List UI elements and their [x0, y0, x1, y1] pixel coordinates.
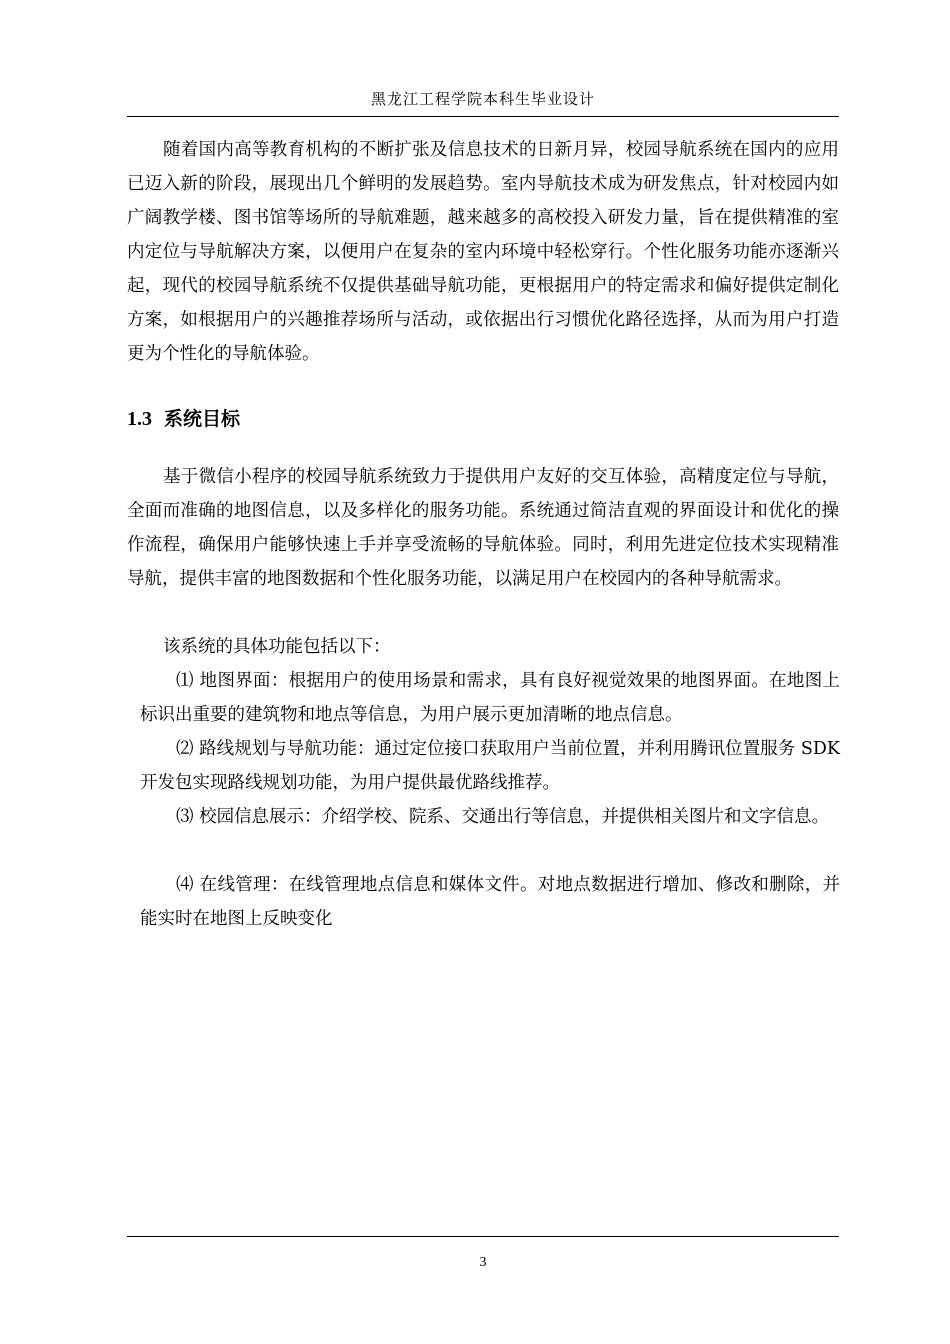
feature-item-map-interface: ⑴ 地图界面：根据用户的使用场景和需求，具有良好视觉效果的地图界面。在地图上标识出重要的建筑物和地点等信息，为用户展示更加清晰的地点信息。	[140, 671, 840, 725]
section-heading	[127, 400, 240, 437]
section-number: 1.3	[127, 408, 152, 430]
feature-item-route-planning: ⑵ 路线规划与导航功能：通过定位接口获取用户当前位置，并利用腾讯位置服务 SDK 开发包实现路线规划功能，为用户提供最优路线推荐。	[140, 739, 840, 793]
footer-divider	[127, 1236, 839, 1237]
feature-item-online-management: ⑷ 在线管理：在线管理地点信息和媒体文件。对地点数据进行增加、修改和删除，并能实时在地图上反映变化	[140, 875, 840, 929]
page-number: 3	[479, 1255, 487, 1270]
feature-item-campus-info: ⑶ 校园信息展示：介绍学校、院系、交通出行等信息，并提供相关图片和文字信息。	[176, 807, 830, 827]
paragraph-system-goals: 基于微信小程序的校园导航系统致力于提供用户友好的交互体验，高精度定位与导航，全面而准确的地图信息，以及多样化的服务功能。系统通过简洁直观的界面设计和优化的操作流程，确保用户能够快速上手并享受流畅的导航体验。同时，利用先进定位技术实现精准导航，提供丰富的地图数据和个性化服务功能，以满足用户在校园内的各种导航需求。	[127, 467, 839, 589]
header-divider	[127, 116, 839, 117]
section-title: 系统目标	[164, 408, 241, 430]
paragraph-development-trends: 随着国内高等教育机构的不断扩张及信息技术的日新月异，校园导航系统在国内的应用已迈入新的阶段，展现出几个鲜明的发展趋势。室内导航技术成为研发焦点，针对校园内如广阔教学楼、图书馆等场所的导航难题，越来越多的高校投入研发力量，旨在提供精准的室内定位与导航解决方案，以便用户在复杂的室内环境中轻松穿行。个性化服务功能亦逐渐兴起，现代的校园导航系统不仅提供基础导航功能，更根据用户的特定需求和偏好提供定制化方案，如根据用户的兴趣推荐场所与活动，或依据出行习惯优化路径选择，从而为用户打造更为个性化的导航体验。	[127, 140, 839, 364]
paragraph-feature-intro: 该系统的具体功能包括以下：	[163, 637, 391, 657]
running-header: 黑龙江工程学院本科生毕业设计	[370, 90, 595, 108]
